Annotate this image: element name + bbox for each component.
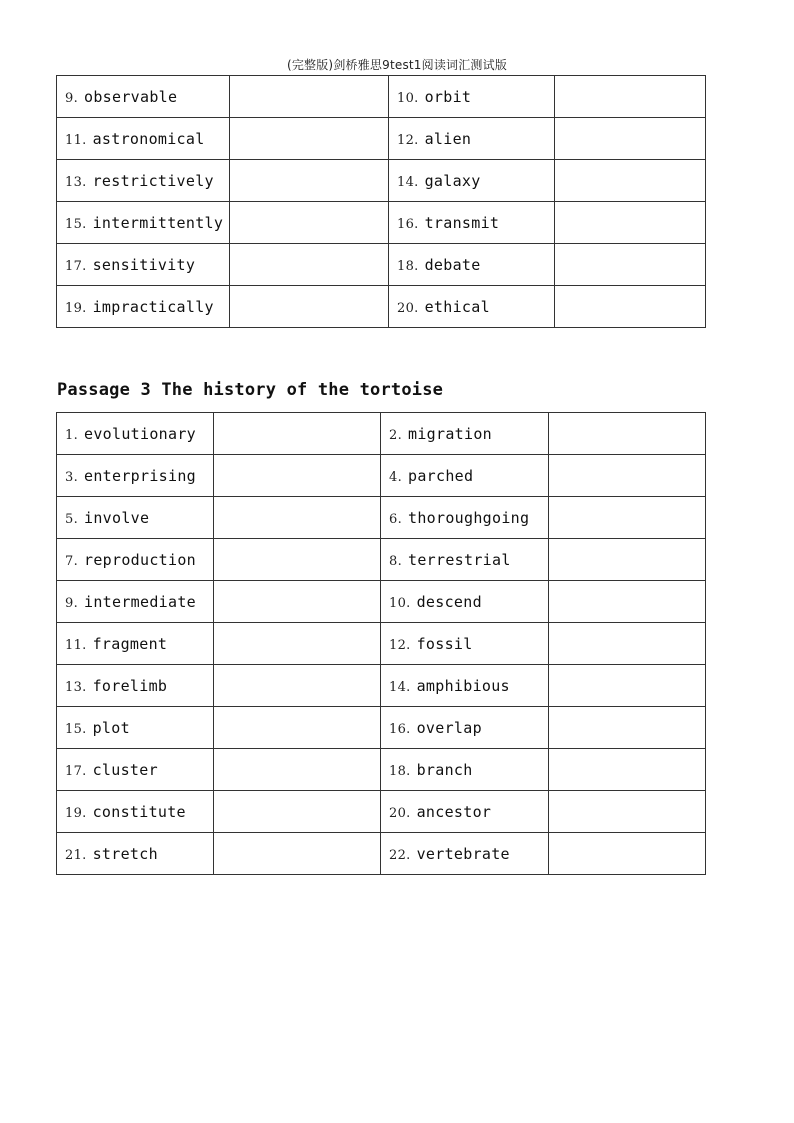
vocab-word-cell (381, 833, 549, 875)
vocab-word: orbit (424, 87, 472, 106)
vocab-word: reproduction (84, 550, 196, 569)
vocab-word: intermediate (84, 592, 196, 611)
item-number: 18. (397, 258, 419, 274)
vocab-word-cell (389, 118, 555, 160)
vocab-word: stretch (92, 844, 158, 863)
vocab-word-cell (381, 539, 549, 581)
answer-blank-cell[interactable] (549, 413, 706, 455)
vocab-word-cell (381, 413, 549, 455)
vocab-word: impractically (92, 297, 214, 316)
vocab-word-cell (57, 791, 214, 833)
answer-blank-cell[interactable] (214, 707, 381, 749)
table-row (57, 539, 706, 581)
answer-blank-cell[interactable] (555, 244, 706, 286)
vocab-word-cell (389, 286, 555, 328)
vocab-word: migration (408, 424, 492, 443)
vocab-word: vertebrate (416, 844, 510, 863)
item-number: 2. (389, 427, 403, 443)
item-number: 6. (389, 511, 403, 527)
item-number: 12. (389, 637, 411, 653)
vocab-word: sensitivity (92, 255, 196, 274)
item-number: 11. (65, 637, 87, 653)
answer-blank-cell[interactable] (214, 749, 381, 791)
vocab-word: fragment (92, 634, 168, 653)
item-number: 20. (389, 805, 411, 821)
item-number: 5. (65, 511, 79, 527)
item-number: 19. (65, 300, 87, 316)
vocab-word: branch (416, 760, 473, 779)
answer-blank-cell[interactable] (549, 497, 706, 539)
vocab-word: cluster (92, 760, 158, 779)
answer-blank-cell[interactable] (230, 160, 389, 202)
answer-blank-cell[interactable] (214, 539, 381, 581)
item-number: 9. (65, 90, 79, 106)
vocab-word: thoroughgoing (408, 508, 530, 527)
vocab-word: restrictively (92, 171, 214, 190)
answer-blank-cell[interactable] (214, 413, 381, 455)
answer-blank-cell[interactable] (549, 623, 706, 665)
item-number: 3. (65, 469, 79, 485)
answer-blank-cell[interactable] (214, 833, 381, 875)
table-row (57, 581, 706, 623)
item-number: 22. (389, 847, 411, 863)
vocab-word-cell (381, 749, 549, 791)
item-number: 16. (389, 721, 411, 737)
item-number: 19. (65, 805, 87, 821)
answer-blank-cell[interactable] (555, 160, 706, 202)
item-number: 20. (397, 300, 419, 316)
answer-blank-cell[interactable] (230, 76, 389, 118)
item-number: 13. (65, 679, 87, 695)
section-title: Passage 3 The history of the tortoise (57, 380, 444, 400)
vocab-word-cell (389, 244, 555, 286)
table-row (57, 160, 706, 202)
table-row (57, 665, 706, 707)
answer-blank-cell[interactable] (549, 665, 706, 707)
vocab-word-cell (57, 118, 230, 160)
answer-blank-cell[interactable] (555, 202, 706, 244)
table-row (57, 118, 706, 160)
vocab-word: enterprising (84, 466, 196, 485)
vocab-word: involve (84, 508, 150, 527)
item-number: 15. (65, 216, 87, 232)
vocab-word: plot (92, 718, 130, 737)
page-header: (完整版)剑桥雅思9test1阅读词汇测试版 (286, 58, 508, 72)
vocab-word-cell (57, 539, 214, 581)
answer-blank-cell[interactable] (549, 707, 706, 749)
item-number: 14. (397, 174, 419, 190)
vocab-word-cell (57, 497, 214, 539)
vocab-word: amphibious (416, 676, 510, 695)
vocab-word: constitute (92, 802, 186, 821)
table-row (57, 749, 706, 791)
vocab-word: terrestrial (408, 550, 511, 569)
answer-blank-cell[interactable] (230, 244, 389, 286)
item-number: 11. (65, 132, 87, 148)
vocab-word: forelimb (92, 676, 168, 695)
vocab-word-cell (381, 791, 549, 833)
vocab-word-cell (57, 244, 230, 286)
table-row (57, 286, 706, 328)
answer-blank-cell[interactable] (549, 749, 706, 791)
vocab-word: ethical (424, 297, 490, 316)
vocab-word-cell (389, 202, 555, 244)
item-number: 16. (397, 216, 419, 232)
vocab-word-cell (381, 455, 549, 497)
vocab-word-cell (57, 202, 230, 244)
vocab-table-1 (56, 75, 706, 328)
table-row (57, 244, 706, 286)
vocab-word: galaxy (424, 171, 481, 190)
item-number: 8. (389, 553, 403, 569)
vocab-word: overlap (416, 718, 482, 737)
answer-blank-cell[interactable] (549, 539, 706, 581)
answer-blank-cell[interactable] (214, 665, 381, 707)
answer-blank-cell[interactable] (214, 455, 381, 497)
table-row (57, 791, 706, 833)
answer-blank-cell[interactable] (214, 623, 381, 665)
item-number: 15. (65, 721, 87, 737)
vocab-word-cell (57, 76, 230, 118)
vocab-word-cell (381, 623, 549, 665)
vocab-word: descend (416, 592, 482, 611)
table-row (57, 455, 706, 497)
table-row (57, 202, 706, 244)
item-number: 12. (397, 132, 419, 148)
vocab-word: astronomical (92, 129, 205, 148)
vocab-word-cell (389, 160, 555, 202)
item-number: 17. (65, 763, 87, 779)
item-number: 1. (65, 427, 79, 443)
answer-blank-cell[interactable] (230, 202, 389, 244)
item-number: 14. (389, 679, 411, 695)
vocab-word: debate (424, 255, 481, 274)
vocab-word-cell (57, 286, 230, 328)
answer-blank-cell[interactable] (214, 791, 381, 833)
vocab-word: alien (424, 129, 472, 148)
vocab-word-cell (57, 581, 214, 623)
vocab-word: parched (408, 466, 474, 485)
table-row (57, 707, 706, 749)
item-number: 4. (389, 469, 403, 485)
item-number: 17. (65, 258, 87, 274)
vocab-word-cell (381, 497, 549, 539)
vocab-word: observable (84, 87, 178, 106)
answer-blank-cell[interactable] (549, 455, 706, 497)
item-number: 7. (65, 553, 79, 569)
answer-blank-cell[interactable] (230, 118, 389, 160)
table-row (57, 833, 706, 875)
vocab-word-cell (381, 665, 549, 707)
vocab-word: intermittently (92, 213, 224, 232)
vocab-table-2 (56, 412, 706, 875)
answer-blank-cell[interactable] (555, 286, 706, 328)
vocab-word-cell (57, 707, 214, 749)
answer-blank-cell[interactable] (549, 581, 706, 623)
item-number: 10. (389, 595, 411, 611)
vocab-word: fossil (416, 634, 473, 653)
vocab-word-cell (57, 749, 214, 791)
item-number: 21. (65, 847, 87, 863)
vocab-word: ancestor (416, 802, 492, 821)
vocab-word: evolutionary (84, 424, 196, 443)
table-row (57, 76, 706, 118)
answer-blank-cell[interactable] (555, 118, 706, 160)
answer-blank-cell[interactable] (549, 791, 706, 833)
table-row (57, 413, 706, 455)
vocab-word-cell (57, 455, 214, 497)
item-number: 18. (389, 763, 411, 779)
answer-blank-cell[interactable] (555, 76, 706, 118)
vocab-word-cell (57, 160, 230, 202)
answer-blank-cell[interactable] (214, 497, 381, 539)
vocab-word-cell (381, 707, 549, 749)
item-number: 9. (65, 595, 79, 611)
answer-blank-cell[interactable] (549, 833, 706, 875)
answer-blank-cell[interactable] (230, 286, 389, 328)
answer-blank-cell[interactable] (214, 581, 381, 623)
vocab-word-cell (381, 581, 549, 623)
vocab-word-cell (57, 413, 214, 455)
vocab-word-cell (389, 76, 555, 118)
vocab-word-cell (57, 833, 214, 875)
vocab-word: transmit (424, 213, 500, 232)
item-number: 13. (65, 174, 87, 190)
table-row (57, 497, 706, 539)
vocab-word-cell (57, 623, 214, 665)
item-number: 10. (397, 90, 419, 106)
table-row (57, 623, 706, 665)
vocab-word-cell (57, 665, 214, 707)
